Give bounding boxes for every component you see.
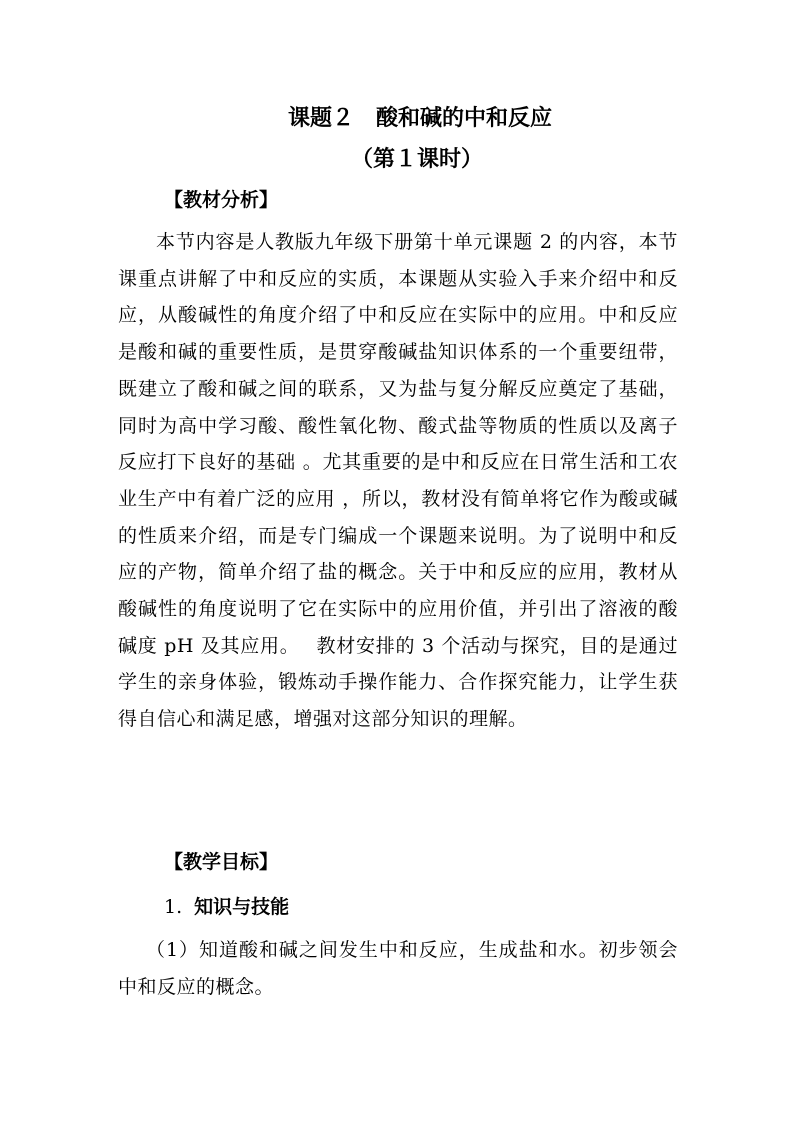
goal-item-1: （1）知道酸和碱之间发生中和反应，生成盐和水。初步领会中和反应的概念。 — [118, 939, 678, 998]
textbook-analysis-paragraph: 本节内容是人教版九年级下册第十单元课题 2 的内容，本节课重点讲解了中和反应的实质，本课题从实验入手来介绍中和反应，从酸碱性的角度介绍了中和反应在实际中的应用。中和反应是酸和碱的重要性质，是贯穿酸碱盐知识体系的一个重要纽带，既建立了酸和碱之间的联系，又为盐与复分解反应奠定了基础，同时为高中学习酸、酸性氧化物、酸式盐等物质的性质以及离子反应打下良好的基础 。尤其重要的是中和反应在日常生活和工农业生产中有着广泛的应用 ，所以，教材没有简单将它作为酸或碱的性质来介绍，而是专门编成一个课题来说明。为了说明中和反应的产物，简单介绍了盐的概念。关于中和反应的应用，教材从酸碱性的角度说明了它在实际中的应用价值，并引出了溶液的酸碱度 pH 及其应用。 教材安排的 3 个活动与探究，目的是通过学生的亲身体验，锻炼动手操作能力、合作探究能力，让学生获得自信心和满足感，增强对这部分知识的理解。 — [118, 231, 678, 731]
sub-heading-label: 知识与技能 — [194, 896, 290, 918]
sub-heading-knowledge-skills — [164, 893, 289, 921]
sub-heading-number: 1. — [164, 896, 183, 918]
section-heading-teaching-goals: 【教学目标】 — [164, 851, 279, 873]
document-title: 课题２ 酸和碱的中和反应 — [287, 105, 552, 131]
section-heading-textbook-analysis: 【教材分析】 — [164, 189, 279, 211]
document-subtitle: （第１课时） — [350, 146, 483, 172]
